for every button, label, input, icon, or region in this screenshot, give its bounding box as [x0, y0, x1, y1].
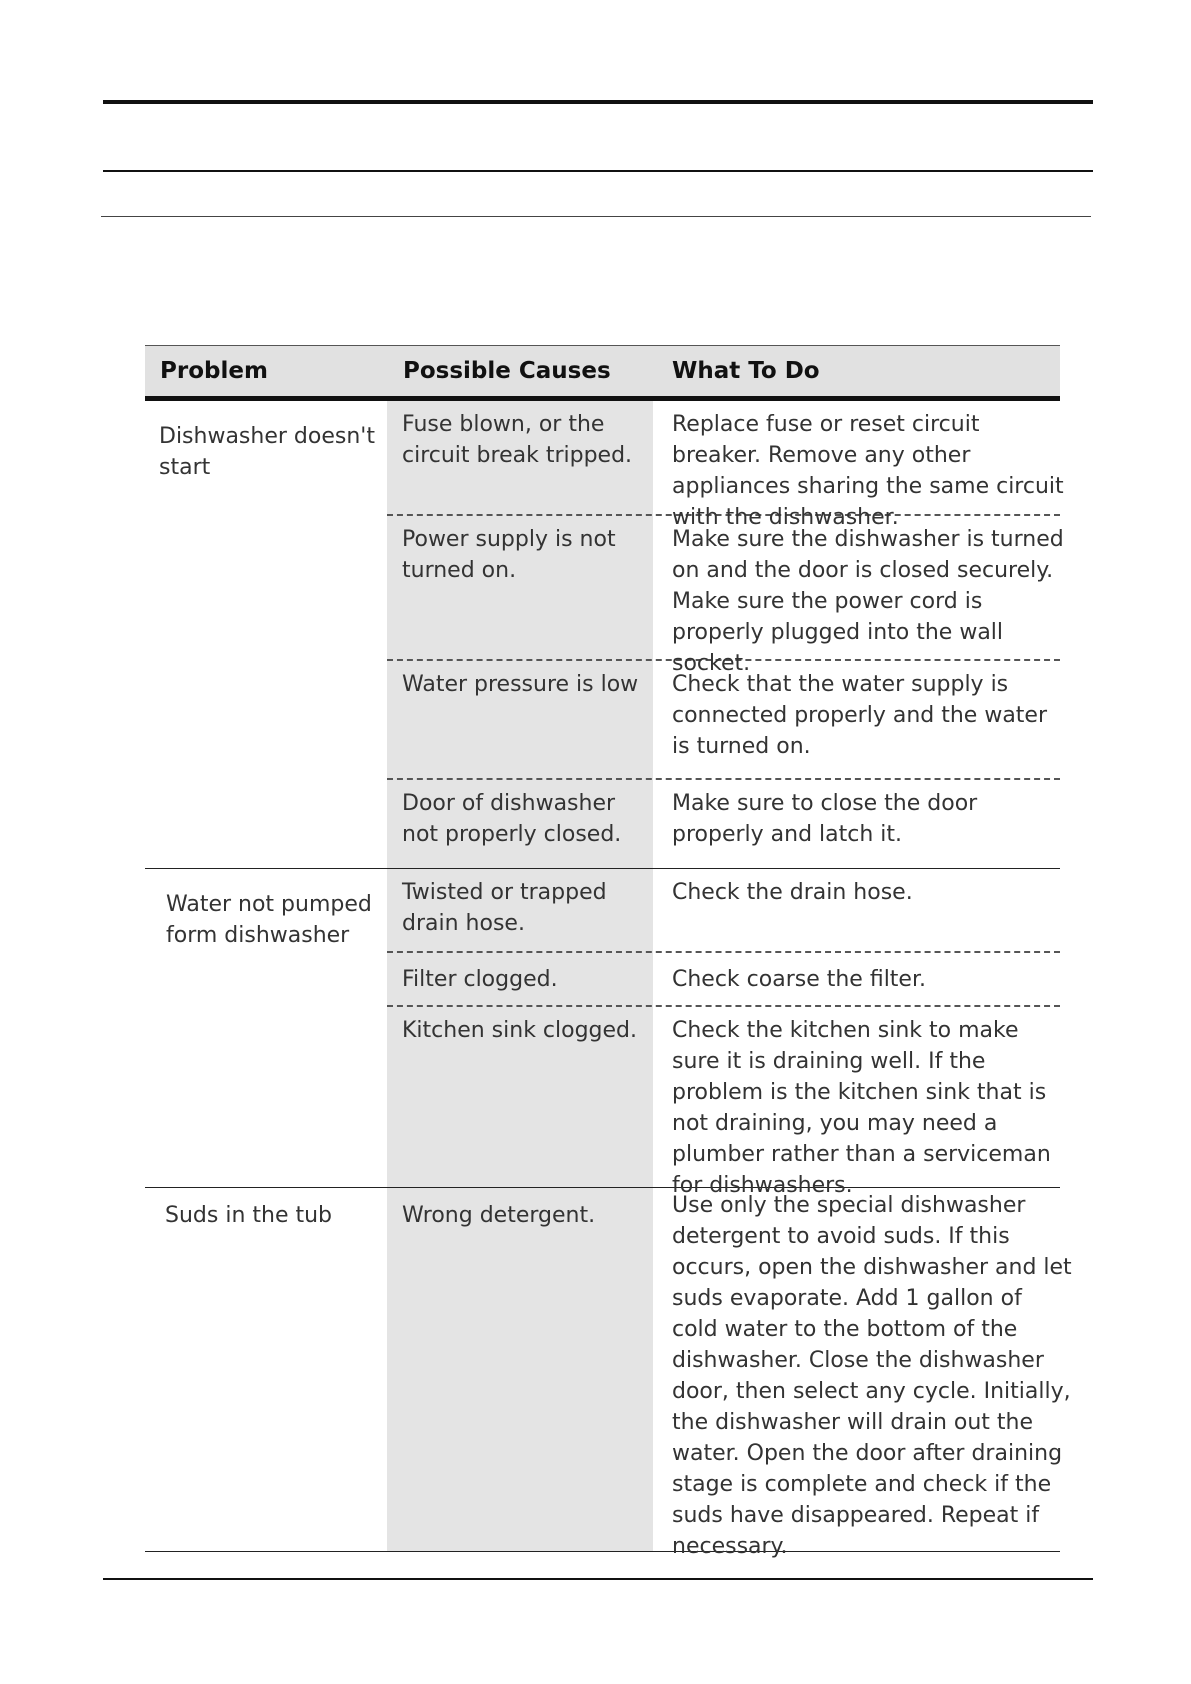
cause-cell: Door of dishwasher not properly closed.	[402, 791, 622, 847]
cause-cell: Fuse blown, or the circuit break tripped.	[402, 412, 633, 468]
todo-cell: Make sure to close the door properly and latch it.	[672, 791, 978, 847]
cause-cell: Twisted or trapped drain hose.	[402, 880, 607, 936]
table-row	[387, 1007, 1060, 1198]
table-row	[387, 401, 1064, 530]
header-what-to-do: What To Do	[672, 358, 820, 384]
table-row	[387, 953, 1060, 1007]
footer-rule	[103, 1578, 1093, 1580]
todo-cell: Check that the water supply is connected properly and the water is turned on.	[672, 672, 1048, 759]
table-row	[387, 516, 1064, 676]
table-row	[387, 1188, 1072, 1559]
todo-cell: Check coarse the filter.	[672, 967, 926, 992]
table-row	[387, 780, 1060, 867]
table-group	[145, 869, 1060, 1198]
problem-cell: Dishwasher doesn't start	[159, 424, 375, 480]
todo-cell: Check the drain hose.	[672, 880, 913, 905]
todo-cell: Make sure the dishwasher is turned on and the door is closed securely. Make sure the power cord is properly plugged into the wall socket.	[672, 527, 1064, 676]
cause-cell: Kitchen sink clogged.	[402, 1018, 638, 1043]
header-rule-top	[103, 100, 1093, 104]
header-rule-bottom	[101, 216, 1091, 217]
table-row	[387, 869, 1060, 953]
cause-cell: Filter clogged.	[402, 967, 558, 992]
problem-cell: Suds in the tub	[165, 1203, 333, 1228]
cause-cell: Power supply is not turned on.	[402, 527, 616, 583]
todo-cell: Replace fuse or reset circuit breaker. Remove any other appliances sharing the same circuit with the dishwasher.	[672, 412, 1064, 530]
table-header	[145, 345, 1060, 401]
troubleshooting-table	[145, 345, 1072, 1559]
header-problem: Problem	[160, 358, 268, 384]
table-row	[387, 661, 1060, 780]
todo-cell: Use only the special dishwasher detergent to avoid suds. If this occurs, open the dishwasher and let suds evaporate. Add 1 gallon of cold water to the bottom of the dishwasher. Close the dishwasher door, then select any cycle. Initially, the dishwasher will drain out the water. Open the door after draining stage is complete and check if the suds have disappeared. Repeat if necessary.	[672, 1193, 1072, 1559]
problem-cell: Water not pumped form dishwasher	[166, 892, 372, 948]
table-group	[145, 401, 1064, 869]
todo-cell: Check the kitchen sink to make sure it is draining well. If the problem is the kitchen sink that is not draining, you may need a plumber rather than a serviceman for dishwashers.	[672, 1018, 1051, 1198]
cause-cell: Wrong detergent.	[402, 1203, 596, 1228]
cause-cell: Water pressure is low	[402, 672, 639, 697]
header-rule-middle	[103, 170, 1093, 172]
table-group	[145, 1188, 1072, 1559]
header-possible-causes: Possible Causes	[403, 358, 611, 384]
